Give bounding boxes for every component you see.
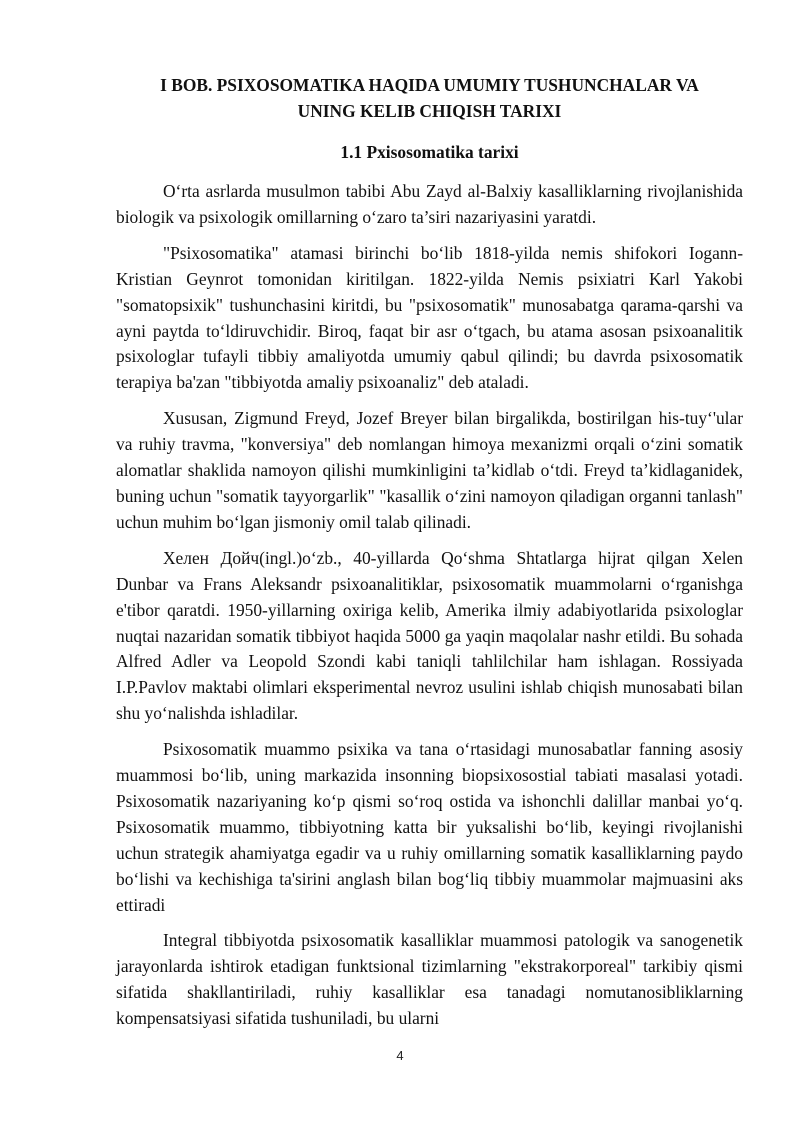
paragraph-6: Integral tibbiyotda psixosomatik kasalliklar muammosi patologik va sanogenetik jarayonlarda ishtirok etadigan funktsional tizimlarning "ekstrakorporeal" tarkibiy qismi sifatida shakllantiriladi, ruhiy kasalliklar esa tanadagi nomutanosibliklarning kompensatsiyasi sifatida tushuniladi, bu ularni [116, 930, 743, 1029]
paragraph-3: Xususan, Zigmund Freyd, Jozef Breyer bilan birgalikda, bostirilgan his-tuy‘'ular va ruhiy travma, "konversiya" deb nomlangan himoya mexanizmi orqali o‘zini somatik alomatlar shaklida namoyon qilishi mumkinligini ta’kidlab o‘tdi. Freyd ta’kidlaganidek, buning uchun "somatik tayyorgarlik" "kasallik o‘zini namoyon qiladigan organni tanlash" uchun muhim bo‘lgan jismoniy omil talab qilinadi. [116, 408, 743, 532]
paragraph-4: Хелен Дойч(ingl.)o‘zb., 40-yillarda Qo‘shma Shtatlarga hijrat qilgan Xelen Dunbar va Frans Aleksandr psixoanalitiklar, psixosomatik muammolarni o‘rganishga e'tibor qaratdi. 1950-yillarning oxiriga kelib, Amerika ilmiy adabiyotlarida psixologlar nuqtai nazaridan somatik tibbiyot haqida 5000 ga yaqin maqolalar nashr etildi. Bu sohada Alfred Adler va Leopold Szondi kabi taniqli tahlilchilar ham ishlagan. Rossiyada I.P.Pavlov maktabi olimlari eksperimental nevroz usulini ishlab chiqish munosabati bilan shu yo‘nalishda ishladilar. [116, 547, 743, 724]
section-title: 1.1 Pxisosomatika tarixi [340, 142, 519, 162]
paragraph-2: "Psixosomatika" atamasi birinchi bo‘lib 1818-yilda nemis shifokori Iogann-Kristian Geynrot tomonidan kiritilgan. 1822-yilda Nemis psixiatri Karl Yakobi "somatopsixik" tushunchasini kiritdi, bu "psixosomatik" munosabatga qarama-qarshi va ayni paytda to‘ldiruvchidir. Biroq, faqat bir asr o‘tgach, bu atama asosan psixoanalitik psixologlar tufayli tibbiy amaliyotda umumiy qabul qilindi; bu davrda psixosomatik terapiya ba'zan "tibbiyotda amaliy psixoanaliz" deb ataladi. [116, 242, 743, 393]
paragraph-5: Psixosomatik muammo psixika va tana o‘rtasidagi munosabatlar fanning asosiy muammosi bo‘lib, uning markazida insonning biopsixosostial tabiati masalasi yotadi. Psixosomatik nazariyaning ko‘p qismi so‘roq ostida va ishonchli dalillar manbai yo‘q. Psixosomatik muammo, tibbiyotning katta bir yuksalishi bo‘lib, keyingi rivojlanishi uchun strategik ahamiyatga egadir va u ruhiy omillarning somatik kasalliklarning paydo bo‘lishi va kechishiga ta'sirini anglash bilan bog‘liq tibbiy muammolar majmuasini aks ettiradi [116, 739, 743, 915]
chapter-title-line1: I BOB. PSIXOSOMATIKA HAQIDA UMUMIY TUSHUNCHALAR VA [160, 75, 699, 95]
page-number: 4 [396, 1048, 404, 1063]
paragraph-1: O‘rta asrlarda musulmon tabibi Abu Zayd al-Balxiy kasalliklarning rivojlanishida biologik va psixologik omillarning o‘zaro ta’siri nazariyasini yaratdi. [116, 181, 743, 227]
chapter-title [116, 72, 743, 124]
chapter-title-line2: UNING KELIB CHIQISH TARIXI [297, 101, 562, 121]
